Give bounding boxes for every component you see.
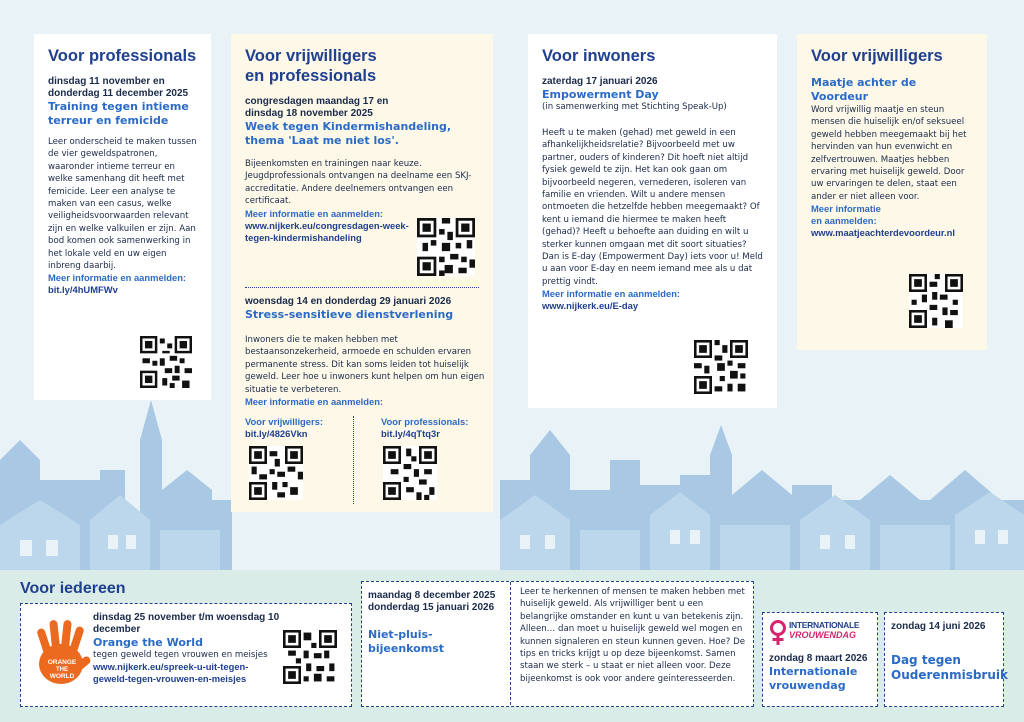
column-divider bbox=[510, 582, 511, 705]
event-date-2: donderdag 15 januari 2026 bbox=[368, 602, 495, 613]
event-date: congresdagen maandag 17 en dinsdag 18 november 2025 bbox=[245, 96, 389, 119]
venus-symbol-icon bbox=[769, 619, 787, 647]
event-date-1: maandag 8 december 2025 bbox=[368, 590, 496, 601]
event-description: Word vrijwillig maatje en steun mensen die huiselijk en/of seksueel geweld hebben meegemaakt bij het hervinden van hun evenwicht en zelfvertrouwen. Maatjes hebben ervaring met huiselijk geweld. Door uw ervaringen te delen, staat een ander er niet alleen voor. bbox=[811, 105, 967, 202]
event-description: Leer te herkennen of mensen te maken hebben met huiselijk geweld. Als vrijwilliger bent u een belangrijke omstander en kunt u van betekenis zijn. Alleen… dan moet u huiselijk geweld wel mogen en kunnen signaleren en steun kunnen geven. Hoe? De tips en tricks krijgt u op deze bijeenkomst. Samen staan we sterk – u staat er niet alleen voor. Deze bijeenkomst is ook voor andere geinteresseerden. bbox=[520, 587, 746, 684]
more-info-label: Meer informatie en aanmelden: bbox=[48, 272, 187, 284]
event-title: Stress-sensitieve dienstverlening bbox=[245, 308, 454, 321]
event-date: dinsdag 25 november t/m woensdag 10 december bbox=[93, 612, 280, 635]
qr-code-icon[interactable] bbox=[383, 446, 437, 500]
event-title-line1: Internationale bbox=[769, 665, 858, 678]
qr-code-icon[interactable] bbox=[283, 630, 337, 684]
event-title: Training tegen intieme terreur en femicide bbox=[48, 100, 189, 127]
qr-code-icon[interactable] bbox=[249, 446, 303, 500]
event-description: Leer onderscheid te maken tussen de vier geweldspatronen, waaronder intieme terreur en welke samenhang dit heeft met femicide. Leer een analyse te maken van een casus, welke veiligheidsvoorwaarden relevant zijn en welke valkuilen er zijn. Aan bod komen ook samenwerking in het lokale veld en uw eigen inbreng daarbij. bbox=[48, 137, 197, 272]
event-date: zondag 14 juni 2026 bbox=[891, 621, 986, 632]
event-description: Heeft u te maken (gehad) met geweld in een afhankelijkheidsrelatie? Bijvoorbeeld met uw partner, ouders of kinderen? Dit hoeft niet altijd fysiek geweld te zijn. Het kan ook gaan om bijvoorbeeld negeren, vernederen, isoleren van familie en vrienden. Wilt u andere mensen ontmoeten die hetzelfde hebben meegemaakt? Of kent u iemand die hiermee te maken heeft (gehad)? Heeft u behoefte aan duiding en wilt u sterker kunnen omgaan met dit soort situaties? Dan is E-day (Empowerment Day) iets voor u! Meld u aan voor E-day en neem iemand mee als u dat prettig vindt. bbox=[542, 128, 763, 287]
event-title: Empowerment Day bbox=[542, 88, 659, 101]
professional-registration bbox=[381, 416, 491, 440]
card-inwoners bbox=[528, 34, 777, 408]
professional-label: Voor professionals: bbox=[381, 416, 469, 427]
box-vrouwendag bbox=[762, 612, 878, 707]
more-info-label: Meer informatie en aanmelden: bbox=[245, 207, 384, 219]
event-date: zondag 8 maart 2026 bbox=[769, 653, 868, 664]
registration-link[interactable]: www.nijkerk.eu/E-day bbox=[542, 300, 639, 312]
orange-text-block bbox=[93, 612, 283, 685]
svg-text:WORLD: WORLD bbox=[49, 673, 75, 680]
section-title-iedereen: Voor iedereen bbox=[20, 580, 126, 597]
qr-code-icon[interactable] bbox=[417, 218, 475, 276]
event-title-line1: Dag tegen bbox=[891, 653, 961, 667]
qr-code-icon[interactable] bbox=[694, 340, 748, 394]
box-ouderenmisbruik bbox=[884, 612, 1008, 707]
more-info-line1: Meer informatie bbox=[811, 203, 881, 215]
section-divider bbox=[245, 287, 479, 288]
event-title: Orange the World bbox=[93, 636, 203, 649]
card-title: Voor professionals bbox=[48, 47, 197, 65]
vrouwendag-logo-text bbox=[789, 620, 877, 640]
event-title: Week tegen Kindermishandeling, thema 'Laat me niet los'. bbox=[245, 120, 452, 147]
volunteer-link[interactable]: bit.ly/4826Vkn bbox=[245, 428, 308, 439]
card-vrijwilligers-professionals bbox=[231, 34, 493, 512]
card-title-line2: en professionals bbox=[245, 67, 377, 85]
box-orange-the-world bbox=[20, 603, 352, 707]
svg-text:THE: THE bbox=[56, 667, 68, 673]
event-subtitle: tegen geweld tegen vrouwen en meisjes bbox=[93, 650, 268, 660]
event2-section bbox=[245, 296, 485, 408]
card-title: Voor inwoners bbox=[542, 47, 656, 65]
card-title: Voor vrijwilligers bbox=[811, 47, 943, 65]
orange-logo-text: ORANGE bbox=[47, 659, 77, 666]
event-description: Bijeenkomsten en trainingen naar keuze. Jeugdprofessionals ontvangen na deelname een SKJ-accreditatie. Andere deelnemers ontvangen een certificaat. bbox=[245, 159, 472, 207]
more-info-label bbox=[811, 203, 973, 227]
vrouwendag-text bbox=[769, 653, 875, 693]
event-title: Niet-pluis-bijeenkomst bbox=[368, 628, 445, 655]
card-professionals bbox=[34, 34, 211, 400]
qr-code-icon[interactable] bbox=[140, 336, 192, 388]
card-title bbox=[245, 46, 479, 86]
card-title-line1: Voor vrijwilligers bbox=[245, 47, 377, 65]
town-skyline-illustration bbox=[0, 400, 1024, 580]
registration-link[interactable]: www.nijkerk.eu/congresdagen-week-tegen-kindermishandeling bbox=[245, 219, 409, 243]
event-subtitle: (in samenwerking met Stichting Speak-Up) bbox=[542, 102, 727, 112]
card-vrijwilligers bbox=[797, 34, 987, 350]
more-info-label: Meer informatie en aanmelden: bbox=[245, 396, 384, 408]
nietpluis-left bbox=[368, 590, 508, 664]
event-date: zaterdag 17 januari 2026 bbox=[542, 76, 658, 87]
event-date: woensdag 14 en donderdag 29 januari 2026 bbox=[245, 296, 452, 307]
event-date: dinsdag 11 november en donderdag 11 december 2025 bbox=[48, 76, 189, 99]
event-title-line2: vrouwendag bbox=[769, 679, 846, 692]
volunteer-label: Voor vrijwilligers: bbox=[245, 416, 323, 427]
more-info-label: Meer informatie en aanmelden: bbox=[542, 288, 681, 300]
event-title: Maatje achter de Voordeur bbox=[811, 76, 917, 103]
vrouwendag-logo-line1: INTERNATIONALE bbox=[789, 620, 860, 630]
box-niet-pluis bbox=[361, 581, 754, 707]
qr-code-icon[interactable] bbox=[909, 274, 963, 328]
more-info-line2: en aanmelden: bbox=[811, 215, 877, 227]
registration-link[interactable]: bit.ly/4hUMFWv bbox=[48, 284, 118, 296]
vrouwendag-logo-line2: VROUWENDAG bbox=[789, 630, 856, 640]
orange-hand-logo-icon bbox=[31, 618, 93, 690]
volunteer-registration bbox=[245, 416, 355, 440]
column-divider bbox=[353, 416, 354, 504]
event-title-line2: Ouderenmisbruik bbox=[891, 668, 1008, 682]
ouderen-title bbox=[891, 653, 1008, 683]
registration-link[interactable]: www.maatjeachterdevoordeur.nl bbox=[811, 227, 955, 239]
event-description: Inwoners die te maken hebben met bestaansonzekerheid, armoede en schulden ervaren permanente stress. Dit kan soms leiden tot huiselijk geweld. Leer hoe u inwoners kunt helpen om hun eigen situatie te verbeteren. bbox=[245, 335, 485, 395]
professional-link[interactable]: bit.ly/4qTtq3r bbox=[381, 428, 440, 439]
registration-link[interactable]: www.nijkerk.eu/spreek-u-uit-tegen-geweld-tegen-vrouwen-en-meisjes bbox=[93, 661, 249, 684]
